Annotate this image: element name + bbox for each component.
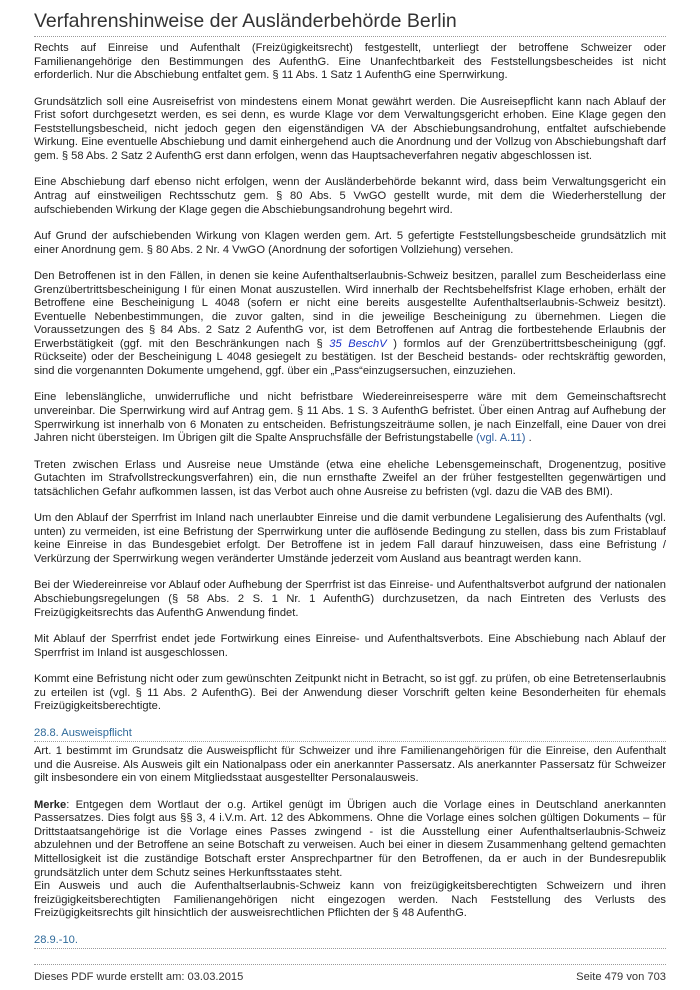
section-heading-28-8: 28.8. Ausweispflicht	[34, 727, 666, 743]
creation-date: Dieses PDF wurde erstellt am: 03.03.2015	[34, 971, 244, 983]
paragraph-text: : Entgegen dem Wortlaut der o.g. Artikel genügt im Übrigen auch die Vorlage eines in Deutschland anerkannten Passersatzes. Dies folgt aus §§ 3, 4 i.V.m. Art. 12 des Abkommens. Ohne die Vorlage eines solchen gültigen Dokuments – für Drittstaatsangehörige ist die Vorlage eines Passes zwingend - ist die Ausstellung einer Aufenthaltserlaubnis-Schweiz abzulehnen und der Betroffene an seine Botschaft zu verweisen. Auch bei einer in diesem Zusammenhang geltend gemachten Mittellosigkeit ist die zuständige Botschaft erster Ansprechpartner für den Betroffenen, da er auch in der Bundesrepublik grundsätzlich unter dem Schutz seines Herkunftsstaates steht.	[34, 798, 666, 879]
page-header	[34, 10, 666, 37]
paragraph: Kommt eine Befristung nicht oder zum gewünschten Zeitpunkt nicht in Betracht, so ist ggf. zu prüfen, ob eine Betretenserlaubnis zu erteilen ist (vgl. § 11 Abs. 2 AufenthG). Bei der Anwendung dieser Vorschrift gelten keine Besonderheiten für ehemals Freizügigkeitsberechtigte.	[34, 672, 666, 713]
paragraph: Treten zwischen Erlass und Ausreise neue Umstände (etwa eine eheliche Lebensgemeinschaft, Drogenentzug, positive Gutachten im Strafvollstreckungsverfahren) ein, die nun ernsthafte Zweifel an der früher festgestellten gegenwärtigen und tatsächlichen Gefahr aufkommen lassen, ist das Verbot auch ohne Ausreise zu befristen (vgl. dazu die VAB des BMI).	[34, 458, 666, 498]
paragraph: Bei der Wiedereinreise vor Ablauf oder Aufhebung der Sperrfrist ist das Einreise- und Aufenthaltsverbot aufgrund der nationalen Abschiebungsregelungen (§ 58 Abs. 2 S. 1 Nr. 1 AufenthG) durchzusetzen, da nach Eintreten des Verlusts des Freizügigkeitsrechts das AufenthG Anwendung findet.	[34, 579, 666, 619]
paragraph: Ein Ausweis und auch die Aufenthaltserlaubnis-Schweiz kann von freizügigkeitsberechtigten Schweizern und ihren freizügigkeitsberechtigten Familienangehörigen nicht eingezogen werden. Nach Feststellung des Verlusts des Freizügigkeitsrechts gilt hinsichtlich der ausweisrechtlichen Pflichten der § 48 AufenthG.	[34, 880, 666, 920]
paragraph: Mit Ablauf der Sperrfrist endet jede Fortwirkung eines Einreise- und Aufenthaltsverbots. Eine Abschiebung nach Ablauf der Sperrfrist im Inland ist ausgeschlossen.	[34, 632, 666, 659]
paragraph	[34, 270, 666, 379]
paragraph-text: ) formlos auf der Grenzübertrittsbescheinigung (ggf. Rückseite) oder der Bescheinigung L 4048 gesiegelt zu bestätigen. Ist der Bescheid bestands- oder rechtskräftig geworden, sind die vorgenannten Dokumente umgehend, ggf. über ein „Pass“einzugsersuchen, einzuziehen.	[34, 337, 667, 378]
document-title: Verfahrenshinweise der Ausländerbehörde Berlin	[34, 10, 457, 32]
merke-label: Merke	[34, 798, 67, 811]
page-number: Seite 479 von 703	[576, 971, 666, 983]
paragraph: Grundsätzlich soll eine Ausreisefrist von mindestens einem Monat gewährt werden. Die Ausreisepflicht kann nach Ablauf der Frist sofort durchgesetzt werden, es sei denn, es wurde Klage vor dem Verwaltungsgericht erhoben. Eine Klage gegen den Feststellungsbescheid, nicht jedoch gegen den eigenständigen VA der Abschiebungsandrohung, entfaltet aufschiebende Wirkung. Eine eventuelle Abschiebung und damit einhergehend auch die Anordnung und der Vollzug von Abschiebungshaft darf gem. § 58 Abs. 2 Satz 2 AufenthG erst dann erfolgen, wenn das Hauptsacheverfahren negativ abgeschlossen ist.	[34, 95, 666, 162]
paragraph-text: .	[525, 432, 532, 445]
paragraph: Art. 1 bestimmt im Grundsatz die Ausweispflicht für Schweizer und ihre Familienangehörigen für die Einreise, den Aufenthalt und die Ausreise. Als Ausweis gilt ein Nationalpass oder ein anerkannter Passersatz. Als anerkannter Passersatz für Schweizer gilt insbesondere ein von einem Mitgliedsstaat ausgestellter Personalausweis.	[34, 745, 666, 785]
paragraph-text: Eine lebenslängliche, unwiderrufliche und nicht befristbare Wiedereinreisesperre wäre mit dem Gemeinschaftsrecht unvereinbar. Die Sperrwirkung wird auf Antrag gem. § 11 Abs. 1 S. 3 AufenthG befristet. Über einen Antrag auf Aufhebung der Sperrwirkung ist innerhalb von 6 Monaten zu entscheiden. Befristungszeiträume sollen, je nach Einzelfall, eine Dauer von drei Jahren nicht übersteigen. Im Übrigen gilt die Spalte Anspruchsfälle der Befristungstabelle	[34, 391, 666, 445]
beschv-link[interactable]: 35 BeschV	[329, 337, 387, 350]
paragraph	[34, 391, 666, 445]
page-footer	[34, 964, 666, 983]
a11-reference-link[interactable]: (vgl. A.11)	[476, 432, 526, 445]
paragraph: Eine Abschiebung darf ebenso nicht erfolgen, wenn der Ausländerbehörde bekannt wird, dass beim Verwaltungsgericht ein Antrag auf einstweiligen Rechtsschutz gem. § 80 Abs. 5 VwGO gestellt wurde, mit dem die Wiederherstellung der aufschiebenden Wirkung der Klage gegen die Abschiebungsandrohung begehrt wird.	[34, 176, 666, 216]
document-body	[34, 42, 666, 952]
paragraph: Um den Ablauf der Sperrfrist im Inland nach unerlaubter Einreise und die damit verbundene Legalisierung des Aufenthalts (vgl. unten) zu vermeiden, ist eine Befristung der Sperrwirkung unter die auflösende Bedingung zu stellen, dass bis zum Fristablauf keine Einreise in das Bundesgebiet erfolgt. Der Betroffene ist in jedem Fall darauf hinzuweisen, dass eine Befristung / Verkürzung der Sperrwirkung wegen veränderter Umstände jederzeit vom Ausland aus beantragt werden kann.	[34, 512, 666, 565]
paragraph: Rechts auf Einreise und Aufenthalt (Freizügigkeitsrecht) festgestellt, unterliegt der betroffene Schweizer oder Familienangehörige den Bestimmungen des AufenthG. Eine Unanfechtbarkeit des Feststellungsbescheides ist nicht erforderlich. Nur die Abschiebung entfaltet gem. § 11 Abs. 1 Satz 1 AufenthG eine Sperrwirkung.	[34, 42, 666, 82]
paragraph-text: Den Betroffenen ist in den Fällen, in denen sie keine Aufenthaltserlaubnis-Schweiz besitzen, parallel zum Bescheiderlass eine Grenzübertrittsbescheinigung I für einen Monat auszustellen. Wird innerhalb der Rechtsbehelfsfrist Klage erhoben, erhält der Betroffene eine Bescheinigung L 4048 (sofern er nicht eine bereits ausgestellte Aufenthaltserlaubnis-Schweiz besitzt). Eventuelle Nebenbestimmungen, die zuvor galten, sind in die jeweilige Bescheinigung zu übernehmen. Liegen die Voraussetzungen des § 84 Abs. 2 Satz 2 AufenthG vor, ist dem Betroffenen auf Antrag die fortbestehende Erlaubnis der Erwerbstätigkeit (ggf. mit den Beschränkungen nach §	[34, 269, 666, 350]
merke-paragraph	[34, 799, 666, 881]
paragraph: Auf Grund der aufschiebenden Wirkung von Klagen werden gem. Art. 5 gefertigte Feststellungsbescheide grundsätzlich mit einer Anordnung gem. § 80 Abs. 2 Nr. 4 VwGO (Anordnung der sofortigen Vollziehung) versehen.	[34, 229, 666, 256]
section-heading-28-9-10: 28.9.-10.	[34, 934, 666, 950]
